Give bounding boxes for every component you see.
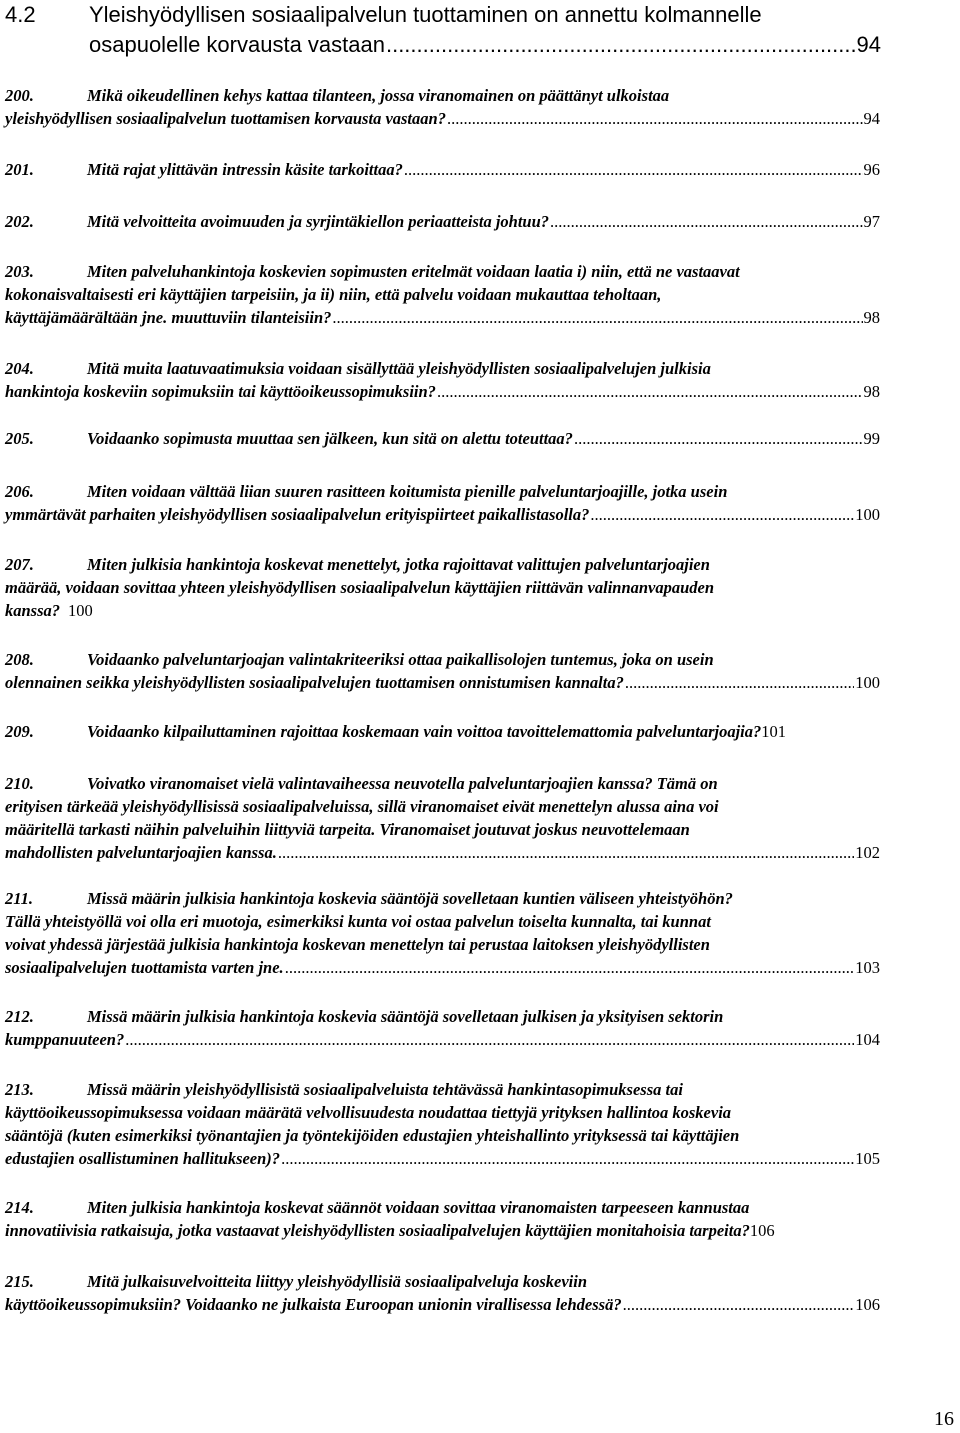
entry-page: 96 xyxy=(863,160,880,179)
toc-entry-212[interactable] xyxy=(5,1005,905,1051)
entry-text: ymmärtävät parhaiten yleishyödyllisen sosiaalipalvelun erityispiirteet paikallistasolla? xyxy=(5,505,590,524)
section-title-line-1: Yleishyödyllisen sosiaalipalvelun tuottaminen on annettu kolmannelle xyxy=(89,2,762,27)
toc-entry-200[interactable] xyxy=(5,84,905,130)
dot-leader xyxy=(574,427,863,450)
dot-leader xyxy=(285,956,855,979)
entry-text: käyttöoikeussopimuksessa voidaan määrätä velvollisuudesta noudattaa tiettyjä yrityksen hallintoa koskevia xyxy=(5,1103,732,1122)
toc-entry-214[interactable] xyxy=(5,1196,905,1242)
dot-leader xyxy=(281,1147,854,1170)
entry-page: 104 xyxy=(855,1030,880,1049)
entry-text: olennainen seikka yleishyödyllisten sosiaalipalvelujen tuottamisen onnistumisen kannalta? xyxy=(5,673,624,692)
toc-entry-204[interactable] xyxy=(5,357,905,403)
entry-number: 207. xyxy=(5,555,34,574)
entry-text: Missä määrin julkisia hankintoja koskevia sääntöjä sovelletaan kuntien väliseen yhteistyöhön? xyxy=(87,889,733,908)
toc-entry-202[interactable] xyxy=(5,210,905,233)
entry-text: Mitä muita laatuvaatimuksia voidaan sisällyttää yleishyödyllisten sosiaalipalvelujen julkisia xyxy=(87,359,711,378)
toc-entry-201[interactable] xyxy=(5,158,905,181)
entry-number: 211. xyxy=(5,889,33,908)
dot-leader xyxy=(125,1028,854,1051)
entry-text: voivat yhdessä järjestää julkisia hankintoja koskevan menettelyn tai perustaa laitoksen yleishyödyllisten xyxy=(5,935,710,954)
entry-page: 100 xyxy=(855,673,880,692)
entry-number: 201. xyxy=(5,160,34,179)
entry-text: Voidaanko kilpailuttaminen rajoittaa koskemaan vain voittoa tavoittelemattomia palveluntarjoajia? xyxy=(87,722,762,741)
dot-leader xyxy=(590,503,854,526)
entry-text: sosiaalipalvelujen tuottamista varten jne. xyxy=(5,958,284,977)
entry-page: 105 xyxy=(855,1149,880,1168)
entry-page: 100 xyxy=(68,601,93,620)
entry-text: Voidaanko sopimusta muuttaa sen jälkeen, kun sitä on alettu toteuttaa? xyxy=(87,429,573,448)
entry-text: kanssa? xyxy=(5,601,61,620)
entry-number: 205. xyxy=(5,429,34,448)
entry-page: 102 xyxy=(855,843,880,862)
toc-entry-208[interactable] xyxy=(5,648,905,694)
dot-leader xyxy=(332,306,862,329)
toc-entry-211[interactable] xyxy=(5,887,905,979)
entry-text: erityisen tärkeää yleishyödyllisissä sosiaalipalveluissa, sillä viranomaiset eivät menettelyn alussa aina voi xyxy=(5,797,719,816)
entry-page: 106 xyxy=(855,1295,880,1314)
entry-number: 200. xyxy=(5,86,34,105)
entry-page: 98 xyxy=(863,308,880,327)
entry-text: Mitä julkaisuvelvoitteita liittyy yleishyödyllisiä sosiaalipalveluja koskeviin xyxy=(87,1272,588,1291)
entry-page: 106 xyxy=(749,1221,775,1240)
entry-text: hankintoja koskeviin sopimuksiin tai käyttöoikeussopimuksiin? xyxy=(5,382,436,401)
page-number: 16 xyxy=(934,1408,954,1430)
section-page: 94 xyxy=(856,32,881,57)
toc-entry-205[interactable] xyxy=(5,427,905,450)
entry-text: innovatiivisia ratkaisuja, jotka vastaavat yleishyödyllisten sosiaalipalvelujen käyttäjien monitahoisia tarpeita? xyxy=(5,1221,750,1240)
entry-page: 97 xyxy=(863,212,880,231)
dot-leader xyxy=(278,841,854,864)
entry-number: 215. xyxy=(5,1272,34,1291)
toc-entry-206[interactable] xyxy=(5,480,905,526)
toc-entry-215[interactable] xyxy=(5,1270,905,1316)
entry-text: edustajien osallistuminen hallitukseen)? xyxy=(5,1149,281,1168)
entry-text: Miten julkisia hankintoja koskevat säännöt voidaan sovittaa viranomaisten tarpeeseen kannustaa xyxy=(87,1198,750,1217)
toc-entry-207[interactable] xyxy=(5,553,905,622)
toc-entry-210[interactable] xyxy=(5,772,905,864)
dot-leader xyxy=(550,210,862,233)
dot-leader xyxy=(623,1293,855,1316)
section-number: 4.2 xyxy=(5,2,36,27)
toc-entry-203[interactable] xyxy=(5,260,905,329)
entry-text: Miten voidaan välttää liian suuren rasitteen koitumista pienille palveluntarjoajille, jotka usein xyxy=(87,482,728,501)
dot-leader xyxy=(404,158,863,181)
dot-leader xyxy=(437,380,863,403)
entry-text: käyttäjämäärältään jne. muuttuviin tilanteisiin? xyxy=(5,308,332,327)
entry-number: 204. xyxy=(5,359,34,378)
entry-number: 206. xyxy=(5,482,34,501)
entry-page: 94 xyxy=(863,109,880,128)
entry-number: 214. xyxy=(5,1198,34,1217)
entry-page: 100 xyxy=(855,505,880,524)
entry-number: 210. xyxy=(5,774,34,793)
entry-number: 213. xyxy=(5,1080,34,1099)
entry-text: Voidaanko palveluntarjoajan valintakriteeriksi ottaa paikallisolojen tuntemus, joka on usein xyxy=(87,650,714,669)
entry-number: 208. xyxy=(5,650,34,669)
entry-text: Mitä rajat ylittävän intressin käsite tarkoittaa? xyxy=(87,160,403,179)
entry-text: yleishyödyllisen sosiaalipalvelun tuottamisen korvausta vastaan? xyxy=(5,109,446,128)
dot-leader xyxy=(625,671,854,694)
entry-page: 103 xyxy=(855,958,880,977)
entry-number: 203. xyxy=(5,262,34,281)
entry-text: kumppanuuteen? xyxy=(5,1030,125,1049)
toc-entry-209[interactable] xyxy=(5,720,905,743)
entry-number: 212. xyxy=(5,1007,34,1026)
entry-text: mahdollisten palveluntarjoajien kanssa. xyxy=(5,843,277,862)
entry-text: Miten julkisia hankintoja koskevat menettelyt, jotka rajoittavat valittujen palveluntarjoajien xyxy=(87,555,710,574)
dot-leader xyxy=(386,30,856,60)
toc-entry-213[interactable] xyxy=(5,1078,905,1170)
entry-page: 101 xyxy=(761,722,787,741)
entry-text: Mikä oikeudellinen kehys kattaa tilanteen, jossa viranomainen on päättänyt ulkoistaa xyxy=(87,86,670,105)
entry-number: 209. xyxy=(5,722,34,741)
entry-text: määrää, voidaan sovittaa yhteen yleishyödyllisen sosiaalipalvelun käyttäjien riittävän valinnanvapauden xyxy=(5,578,715,597)
entry-text: kokonaisvaltaisesti eri käyttäjien tarpeisiin, ja ii) niin, että palvelu voidaan mukauttaa teholtaan, xyxy=(5,285,662,304)
entry-number: 202. xyxy=(5,212,34,231)
entry-text: Missä määrin julkisia hankintoja koskevia sääntöjä sovelletaan julkisen ja yksityisen sektorin xyxy=(87,1007,724,1026)
entry-text: käyttöoikeussopimuksiin? Voidaanko ne julkaista Euroopan unionin virallisessa lehdessä? xyxy=(5,1295,622,1314)
entry-text: sääntöjä (kuten esimerkiksi työnantajien ja työntekijöiden edustajien yhteishallinto yrityksessä tai käyttäjien xyxy=(5,1126,740,1145)
entry-text: Voivatko viranomaiset vielä valintavaiheessa neuvotella palveluntarjoajien kanssa? Tämä on xyxy=(87,774,718,793)
entry-text: Tällä yhteistyöllä voi olla eri muotoja, esimerkiksi kunta voi ostaa palvelun toiselta kunnalta, tai kunnat xyxy=(5,912,711,931)
entry-text: Mitä velvoitteita avoimuuden ja syrjintäkiellon periaatteista johtuu? xyxy=(87,212,550,231)
section-title-line-2: osapuolelle korvausta vastaan xyxy=(89,32,385,57)
entry-text: Missä määrin yleishyödyllisistä sosiaalipalveluista tehtävässä hankintasopimuksessa tai xyxy=(87,1080,683,1099)
entry-text: Miten palveluhankintoja koskevien sopimusten eritelmät voidaan laatia i) niin, että ne vastaavat xyxy=(87,262,740,281)
entry-text: määritellä tarkasti näihin palveluihin liittyviä tarpeita. Viranomaiset joutuvat joskus neuvottelemaan xyxy=(5,820,690,839)
entry-page: 98 xyxy=(863,382,880,401)
dot-leader xyxy=(447,107,863,130)
entry-page: 99 xyxy=(863,429,880,448)
